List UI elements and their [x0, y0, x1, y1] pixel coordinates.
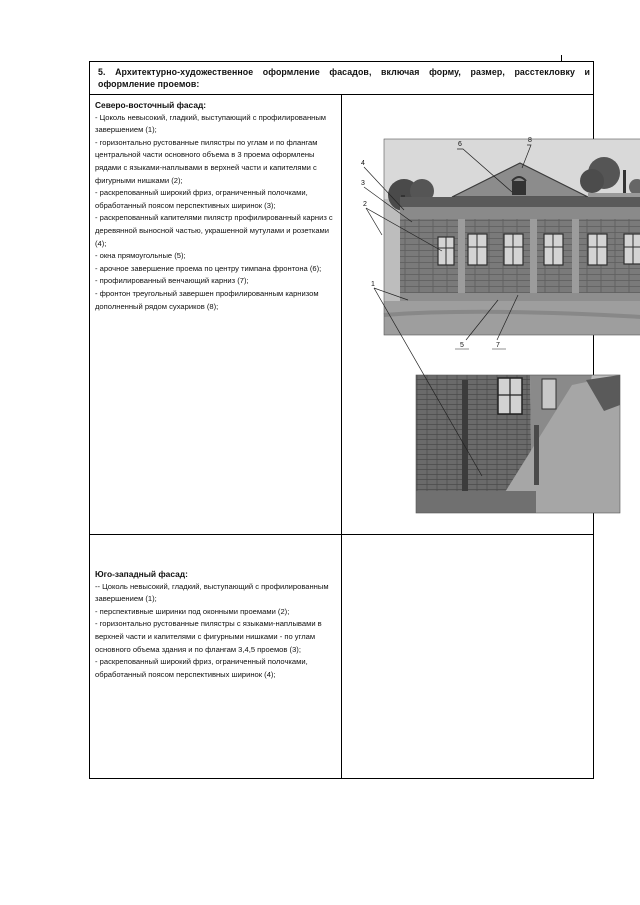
southwest-item: -- Цоколь невысокий, гладкий, выступающий с профилированным завершением (1); [95, 581, 329, 604]
callout-2: 2 [363, 201, 367, 208]
facade-table [89, 61, 594, 779]
northeast-title: Северо-восточный фасад: [95, 100, 207, 110]
photo-corner-detail [416, 375, 620, 513]
header-row [90, 62, 594, 95]
callout-7: 7 [496, 342, 500, 349]
northeast-item: - горизонтально рустованные пилястры по углам и по флангам центральной части основного объема в 3 проема оформлены рядами с языками-наплывами в верхней части и капителями с фигурными нишками (2); [95, 137, 318, 185]
southwest-item: - горизонтально рустованные пилястры с языками-наплывами в верхней части и капителями с фигурными нишками - по углам основного объема здания и по флангам 3,4,5 проемов (3); [95, 619, 322, 654]
northeast-item: - фронтон треугольный завершен профилированным карнизом дополненный рядом сухариков (8); [95, 288, 319, 311]
northeast-row [90, 95, 594, 535]
cornice [400, 197, 640, 207]
photo-facade-front [384, 139, 640, 335]
plinth-detail [416, 491, 536, 513]
callout-1: 1 [371, 281, 375, 288]
pediment-window [512, 181, 526, 195]
grass [384, 301, 640, 335]
northeast-description [90, 95, 341, 313]
callout-8: 8 [528, 137, 532, 144]
header-cell [90, 62, 594, 95]
southwest-title: Юго-западный фасад: [95, 569, 188, 579]
southwest-item: - раскрепованный широкий фриз, ограниченный полочками, обработанный поясом перспективных ширинок (4); [95, 657, 308, 679]
photo-figures [342, 95, 640, 535]
southwest-photo-cell [342, 535, 594, 779]
callout-5: 5 [460, 342, 464, 349]
northeast-item: - окна прямоугольные (5); [95, 251, 186, 261]
northeast-item: - раскрепованный капителями пилястр профилированный карниз с деревянной выносной частью, украшенной мутулами и розетками (4); [95, 213, 333, 248]
northeast-text-cell [90, 95, 342, 535]
southwest-item: - перспективные ширинки под оконными проемами (2); [95, 606, 290, 616]
callout-6: 6 [458, 141, 462, 148]
northeast-photo-cell [342, 95, 594, 535]
callout-3: 3 [361, 180, 365, 187]
northeast-item: - профилированный венчающий карниз (7); [95, 276, 249, 286]
section-heading: 5. Архитектурно-художественное оформление фасадов, включая форму, размер, расстекловку и оформление проемов: [98, 67, 590, 89]
northeast-item: - Цоколь невысокий, гладкий, выступающий с профилированным завершением (1); [95, 112, 327, 135]
southwest-description [90, 535, 341, 681]
northeast-item: - раскрепованный широкий фриз, ограниченный полочками, обработанный поясом перспективных ширинок (3); [95, 188, 308, 210]
southwest-row [90, 535, 594, 779]
callout-4: 4 [361, 160, 365, 167]
southwest-text-cell [90, 535, 342, 779]
northeast-item: - арочное завершение проема по центру тимпана фронтона (6); [95, 263, 322, 273]
